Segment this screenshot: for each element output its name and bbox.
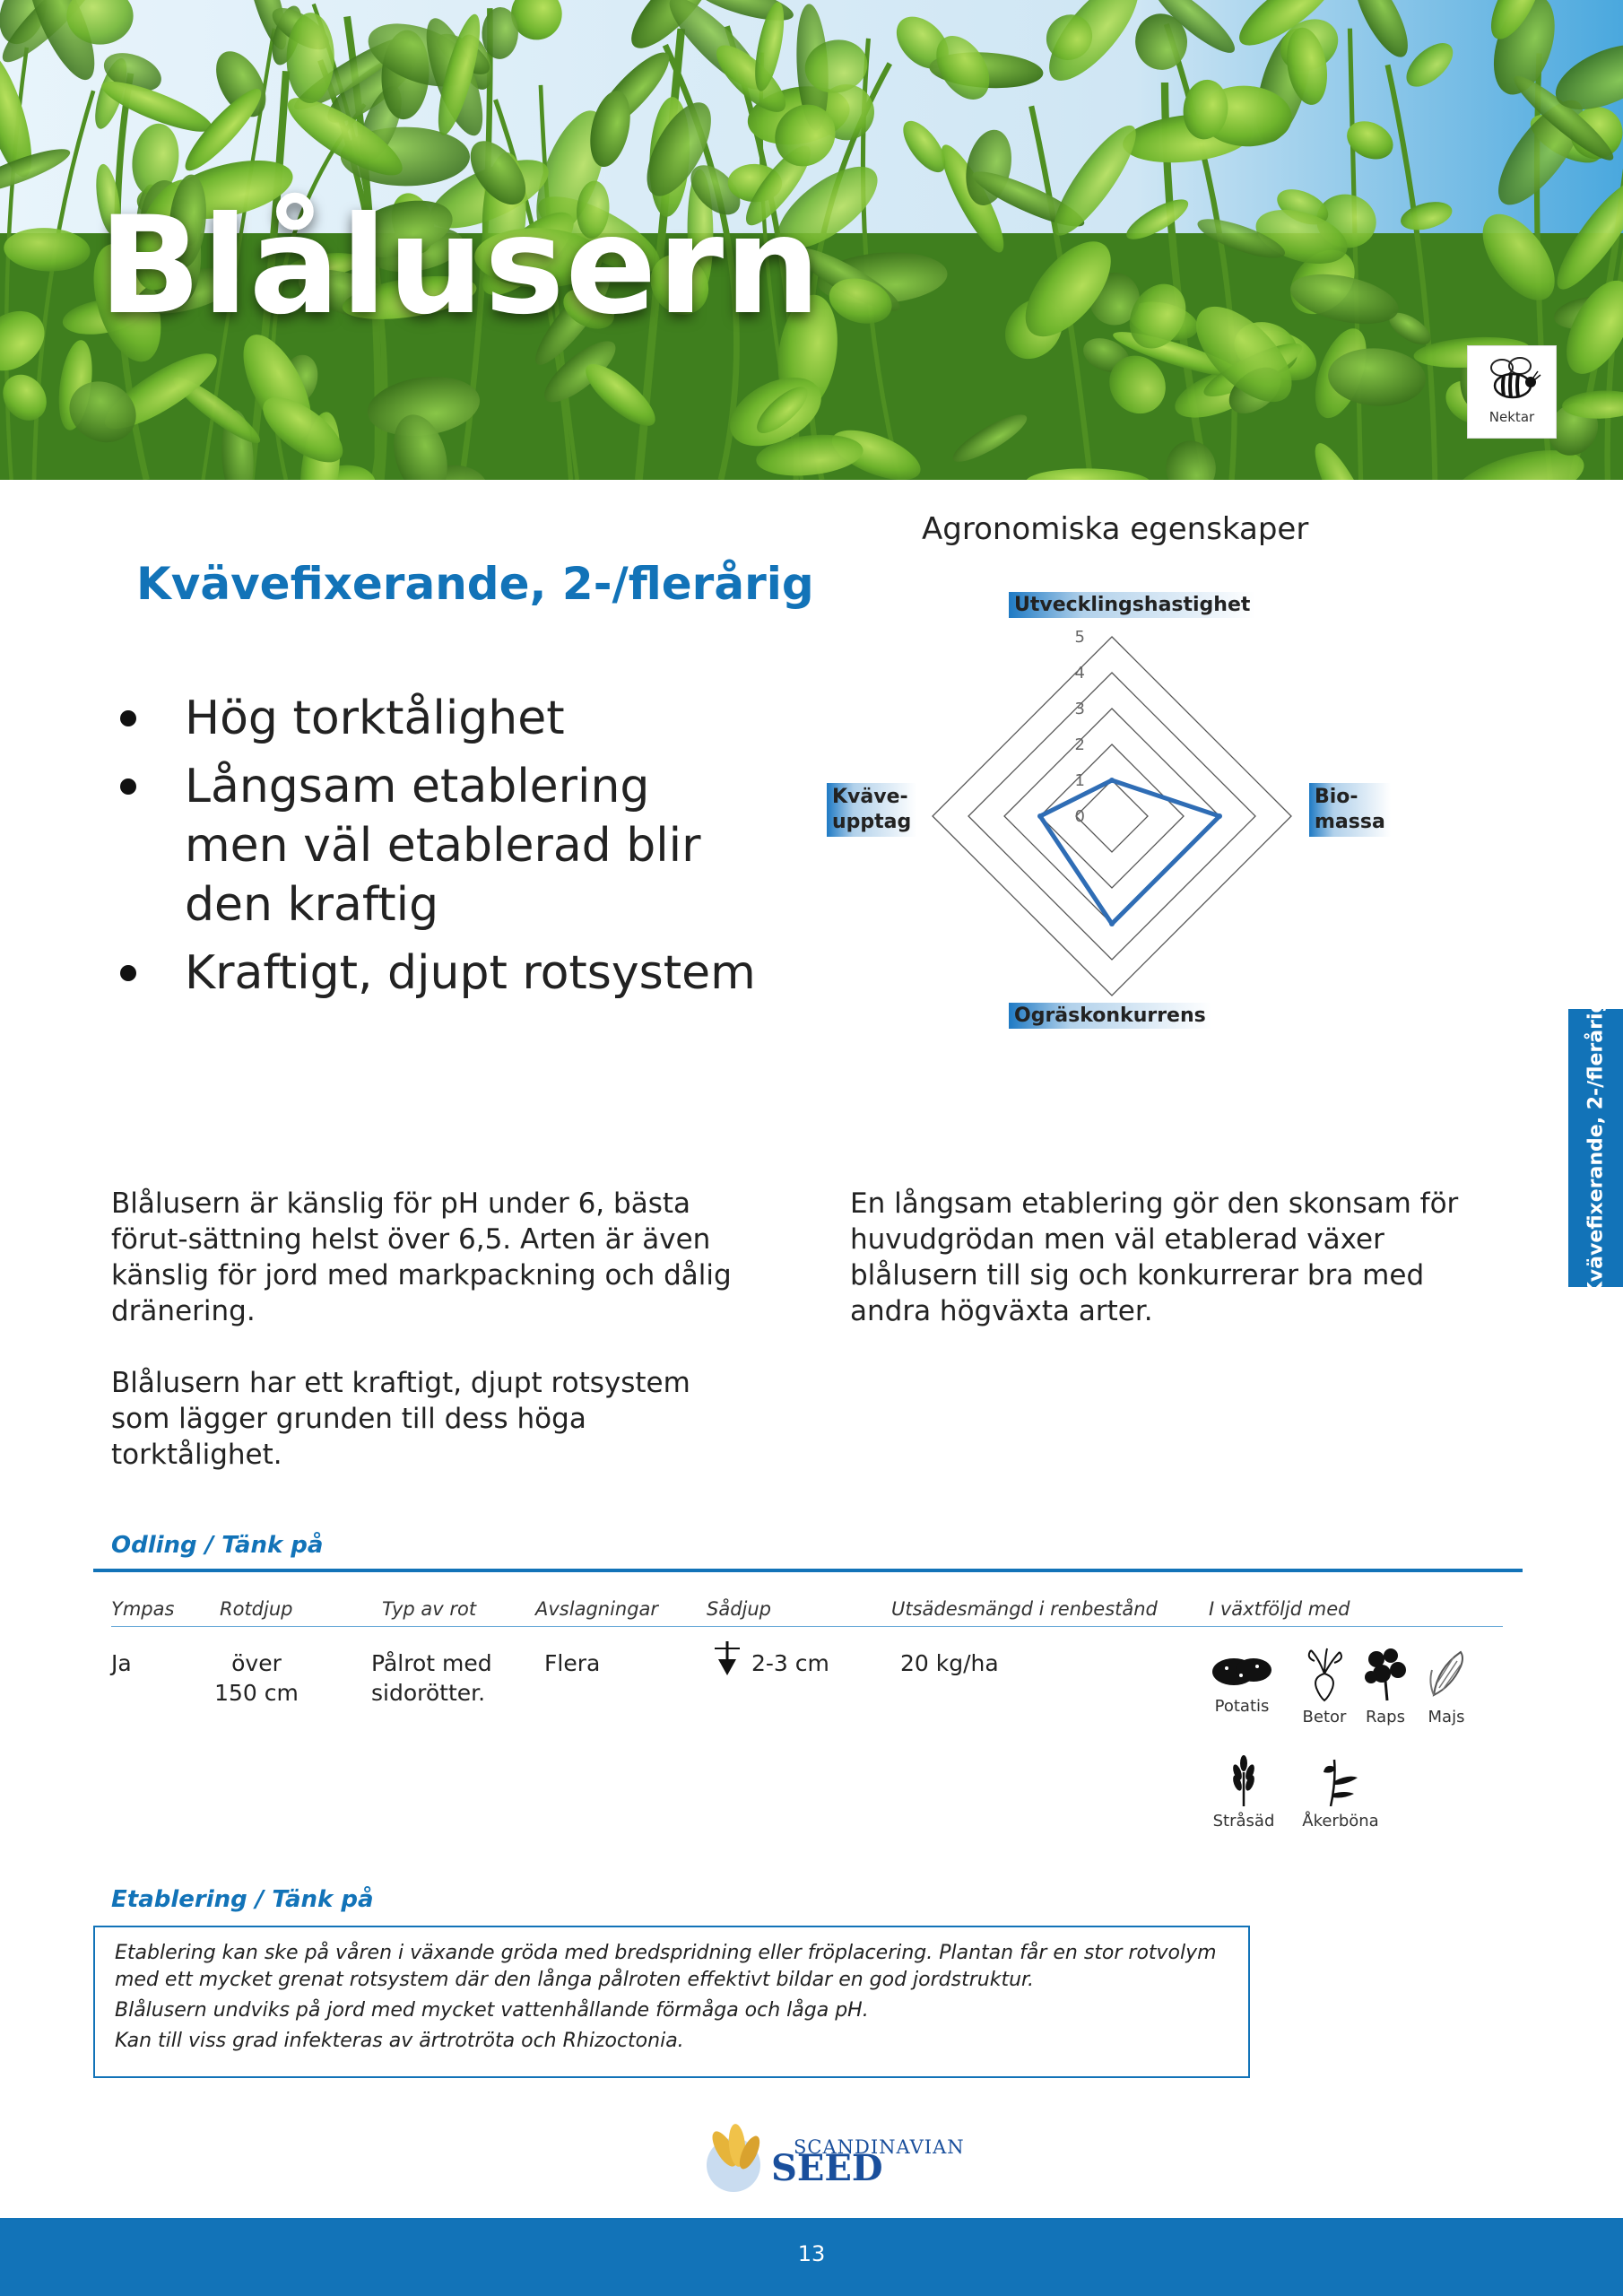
radar-grid-ring <box>1040 744 1184 888</box>
col-header-utsadesmangd: Utsädesmängd i renbestånd <box>891 1598 1158 1620</box>
paragraph: Kan till viss grad infekteras av ärtrotröta och Rhizoctonia. <box>115 2030 684 2052</box>
crop-label: Stråsäd <box>1212 1812 1275 1831</box>
crop-label: Raps <box>1366 1708 1405 1726</box>
page-title: Blålusern <box>99 188 821 344</box>
value-sadjup: 2-3 cm <box>751 1650 829 1676</box>
potato-icon <box>1209 1650 1275 1692</box>
crop-label: Åkerböna <box>1302 1812 1379 1831</box>
col-header-typ-av-rot: Typ av rot <box>382 1598 477 1620</box>
radar-axis-bottom: Ogräskonkurrens <box>1009 1003 1211 1029</box>
radar-tick-label: 3 <box>1074 700 1085 718</box>
nektar-badge <box>1467 345 1557 439</box>
hero-banner <box>0 0 1623 480</box>
list-item <box>115 757 760 935</box>
bullet-icon <box>120 965 136 981</box>
radar-axis-left: Kväve- upptag <box>827 783 916 837</box>
radar-point-ogräskonkurrens <box>1109 921 1115 926</box>
col-header-vaxtfoljd: I växtföljd med <box>1209 1598 1350 1620</box>
bullet-text: Långsam etablering men väl etablerad blir den kraftig <box>185 760 701 932</box>
bee-icon <box>1484 355 1541 405</box>
bullet-icon <box>120 710 136 726</box>
side-tab-label: Kvävefixerande, 2-/flerårig <box>1584 998 1607 1298</box>
radar-tick-label: 1 <box>1074 771 1085 790</box>
value-utsadesmangd: 20 kg/ha <box>900 1650 999 1676</box>
body-text-right <box>850 1186 1496 1365</box>
divider <box>93 1569 1523 1572</box>
value-rotdjup: över 150 cm <box>214 1650 299 1706</box>
odling-heading: Odling / Tänk på <box>111 1532 324 1559</box>
corn-icon <box>1421 1647 1471 1702</box>
paragraph: Blålusern har ett kraftigt, djupt rotsystem som lägger grunden till dess höga torktålighet. <box>111 1367 690 1471</box>
radar-tick-label: 4 <box>1074 664 1085 683</box>
radar-tick-label: 5 <box>1074 628 1085 647</box>
paragraph: En långsam etablering gör den skonsam för huvudgrödan men väl etablerad växer blålusern till sig och konkurrerar bra med andra högväxta arter. <box>850 1187 1459 1327</box>
bullet-text: Kraftigt, djupt rotsystem <box>185 946 756 1000</box>
radar-title: Agronomiska egenskaper <box>922 511 1309 547</box>
field-bean-icon <box>1318 1754 1363 1806</box>
page-number: 13 <box>797 2241 826 2266</box>
radar-grid-ring <box>1004 709 1219 924</box>
logo-word-scandinavian: SCANDINAVIAN <box>794 2136 965 2158</box>
nektar-label: Nektar <box>1488 409 1535 425</box>
value-ympas: Ja <box>111 1650 132 1676</box>
grain-icon <box>1224 1754 1263 1806</box>
radar-axis-right: Bio- massa <box>1309 783 1391 837</box>
paragraph: Blålusern är känslig för pH under 6, bästa förut-sättning helst över 6,5. Arten är även känslig för jord med markpackning och dålig dränering. <box>111 1187 732 1327</box>
radar-tick-label: 2 <box>1074 735 1085 754</box>
radar-series-line <box>1040 780 1219 924</box>
divider <box>111 1626 1503 1627</box>
crop-label: Majs <box>1428 1708 1465 1726</box>
col-header-sadjup: Sådjup <box>707 1598 772 1620</box>
radar-point-utvecklingshastighet <box>1109 778 1115 783</box>
crop-subtitle: Kvävefixerande, 2-/flerårig <box>136 558 814 610</box>
logo-word-seed: SEED <box>771 2147 883 2189</box>
col-header-rotdjup: Rotdjup <box>220 1598 293 1620</box>
crop-label: Betor <box>1302 1708 1347 1726</box>
value-typ-av-rot: Pålrot med sidorötter. <box>371 1650 492 1706</box>
beet-icon <box>1302 1647 1347 1702</box>
paragraph: Etablering kan ske på våren i växande gröda med bredspridning eller fröplacering. Plantan får en stor rotvolym med ett mycket grenat rotsystem där den långa pålroten effektivt bildar en god jordstruktur. <box>115 1942 1217 1991</box>
radar-tick-label: 0 <box>1074 807 1085 826</box>
body-text-left <box>111 1186 757 1509</box>
key-traits-list <box>115 689 760 1012</box>
scandinavian-seed-logo <box>698 2117 965 2197</box>
list-item <box>115 689 760 748</box>
footer-bar <box>0 2218 1623 2296</box>
bullet-text: Hög torktålighet <box>185 691 565 745</box>
etablering-heading: Etablering / Tänk på <box>111 1886 374 1913</box>
paragraph: Blålusern undviks på jord med mycket vattenhållande förmåga och låga pH. <box>115 1999 869 2022</box>
radar-axis-top: Utvecklingshastighet <box>1009 592 1255 618</box>
radar-grid-ring <box>968 673 1255 960</box>
seed-depth-icon <box>712 1641 742 1679</box>
etablering-box <box>93 1926 1250 2078</box>
col-header-ympas: Ympas <box>111 1598 175 1620</box>
rapeseed-icon <box>1360 1647 1410 1702</box>
crop-label: Potatis <box>1214 1697 1270 1716</box>
section-side-tab <box>1568 998 1623 1298</box>
crop-potatis <box>1202 1650 1282 1716</box>
radar-point-biomassa <box>1217 813 1222 819</box>
value-avslagningar: Flera <box>544 1650 601 1676</box>
bullet-icon <box>120 778 136 795</box>
radar-point-kväveupptag <box>1037 813 1043 819</box>
crop-majs <box>1406 1647 1487 1726</box>
radar-grid-ring <box>933 637 1291 996</box>
crop-akerbona <box>1300 1754 1381 1831</box>
seed-logo-icon <box>698 2117 778 2197</box>
col-header-avslagningar: Avslagningar <box>535 1598 659 1620</box>
list-item <box>115 944 760 1003</box>
crop-strasad <box>1203 1754 1284 1831</box>
